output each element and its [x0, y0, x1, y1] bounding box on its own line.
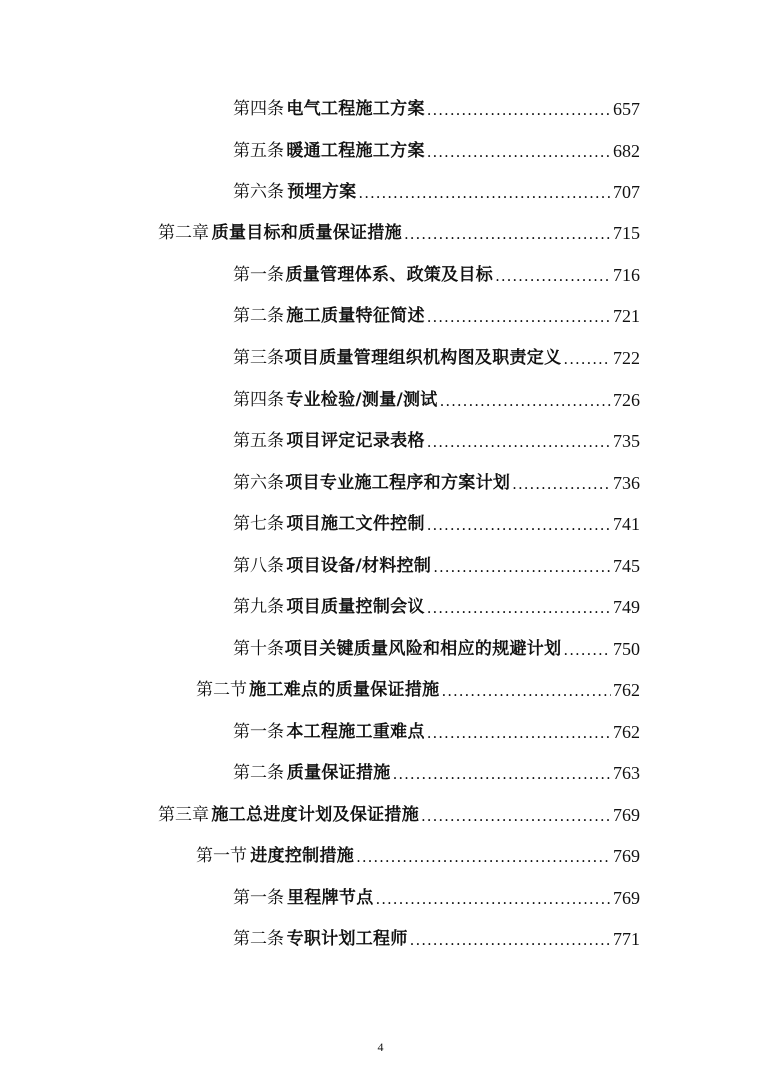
page-number: 4: [377, 1040, 384, 1054]
entry-title: 暖通工程施工方案: [286, 141, 425, 161]
entry-page: 682: [613, 141, 640, 161]
entry-number: 第六条: [233, 473, 284, 493]
dot-leader: [410, 930, 611, 950]
entry-title: 质量保证措施: [286, 763, 391, 783]
entry-page: 715: [613, 223, 640, 243]
toc-entry[interactable]: [233, 470, 640, 494]
entry-number: 第二条: [233, 763, 284, 783]
entry-page: 769: [613, 846, 640, 866]
entry-title: 施工难点的质量保证措施: [249, 680, 440, 700]
dot-leader: [393, 764, 611, 784]
entry-title: 项目评定记录表格: [286, 431, 425, 451]
toc-entry[interactable]: [158, 802, 640, 826]
toc-entry[interactable]: [196, 843, 640, 867]
toc-entry[interactable]: [233, 345, 640, 369]
entry-number: 第六条: [233, 182, 284, 202]
entry-number: 第四条: [233, 99, 284, 119]
entry-number: 第五条: [233, 431, 284, 451]
toc-entry[interactable]: [233, 926, 640, 950]
toc-entry[interactable]: [158, 220, 640, 244]
dot-leader: [404, 224, 611, 244]
entry-title: 项目设备/材料控制: [286, 556, 432, 576]
entry-number: 第一条: [233, 722, 284, 742]
entry-page: 749: [613, 597, 640, 617]
entry-title: 质量目标和质量保证措施: [211, 223, 402, 243]
dot-leader: [421, 806, 611, 826]
entry-page: 762: [613, 722, 640, 742]
entry-page: 750: [613, 639, 640, 659]
entry-title: 预埋方案: [287, 182, 357, 202]
entry-title: 项目关键质量风险和相应的规避计划: [284, 639, 562, 659]
dot-leader: [427, 432, 611, 452]
entry-number: 第二条: [233, 306, 284, 326]
entry-title: 本工程施工重难点: [286, 722, 425, 742]
entry-title: 项目质量控制会议: [286, 597, 425, 617]
toc-entry[interactable]: [233, 719, 640, 743]
dot-leader: [358, 183, 611, 203]
dot-leader: [563, 349, 611, 369]
dot-leader: [427, 598, 611, 618]
dot-leader: [563, 640, 611, 660]
toc-entry[interactable]: [233, 428, 640, 452]
entry-page: 769: [613, 888, 640, 908]
entry-number: 第二章: [158, 223, 209, 243]
entry-title: 质量管理体系、政策及目标: [285, 265, 494, 285]
entry-page: 726: [613, 390, 640, 410]
entry-number: 第九条: [233, 597, 284, 617]
entry-page: 745: [613, 556, 640, 576]
entry-page: 707: [613, 182, 640, 202]
entry-page: 735: [613, 431, 640, 451]
entry-page: 763: [613, 763, 640, 783]
dot-leader: [427, 723, 611, 743]
entry-page: 769: [613, 805, 640, 825]
toc-entry[interactable]: [233, 511, 640, 535]
entry-title: 项目专业施工程序和方案计划: [285, 473, 511, 493]
entry-number: 第一节: [196, 846, 247, 866]
entry-number: 第三条: [233, 348, 284, 368]
entry-page: 722: [613, 348, 640, 368]
toc-entry[interactable]: [233, 179, 640, 203]
toc-entry[interactable]: [233, 138, 640, 162]
entry-number: 第一条: [233, 265, 284, 285]
entry-number: 第四条: [233, 390, 284, 410]
entry-page: 771: [613, 929, 640, 949]
dot-leader: [427, 307, 611, 327]
dot-leader: [441, 681, 611, 701]
entry-number: 第二条: [233, 929, 284, 949]
entry-title: 项目施工文件控制: [286, 514, 425, 534]
toc-entry[interactable]: [233, 303, 640, 327]
toc-entry[interactable]: [233, 553, 640, 577]
entry-number: 第一条: [233, 888, 284, 908]
entry-number: 第五条: [233, 141, 284, 161]
dot-leader: [427, 100, 611, 120]
entry-title: 专职计划工程师: [286, 929, 408, 949]
entry-page: 762: [613, 680, 640, 700]
dot-leader: [427, 142, 611, 162]
entry-page: 741: [613, 514, 640, 534]
dot-leader: [512, 474, 611, 494]
entry-page: 721: [613, 306, 640, 326]
entry-number: 第二节: [196, 680, 247, 700]
dot-leader: [376, 889, 612, 909]
entry-page: 657: [613, 99, 640, 119]
toc-entry[interactable]: [233, 262, 640, 286]
toc-entry[interactable]: [233, 96, 640, 120]
entry-title: 项目质量管理组织机构图及职责定义: [284, 348, 562, 368]
entry-title: 进度控制措施: [250, 846, 355, 866]
toc-entry[interactable]: [233, 594, 640, 618]
entry-title: 专业检验/测量/测试: [286, 390, 438, 410]
entry-title: 施工质量特征简述: [286, 306, 425, 326]
entry-page: 716: [613, 265, 640, 285]
dot-leader: [427, 515, 611, 535]
entry-title: 里程牌节点: [287, 888, 374, 908]
toc-entry[interactable]: [233, 387, 640, 411]
entry-number: 第三章: [158, 805, 209, 825]
entry-title: 施工总进度计划及保证措施: [211, 805, 420, 825]
dot-leader: [440, 391, 611, 411]
toc-entry[interactable]: [233, 885, 640, 909]
toc-entry[interactable]: [233, 636, 640, 660]
entry-page: 736: [613, 473, 640, 493]
dot-leader: [433, 557, 611, 577]
entry-number: 第七条: [233, 514, 284, 534]
toc-entry[interactable]: [233, 760, 640, 784]
entry-title: 电气工程施工方案: [286, 99, 425, 119]
dot-leader: [495, 266, 611, 286]
dot-leader: [356, 847, 611, 867]
entry-number: 第十条: [233, 639, 284, 659]
entry-number: 第八条: [233, 556, 284, 576]
toc-entry[interactable]: [196, 677, 640, 701]
